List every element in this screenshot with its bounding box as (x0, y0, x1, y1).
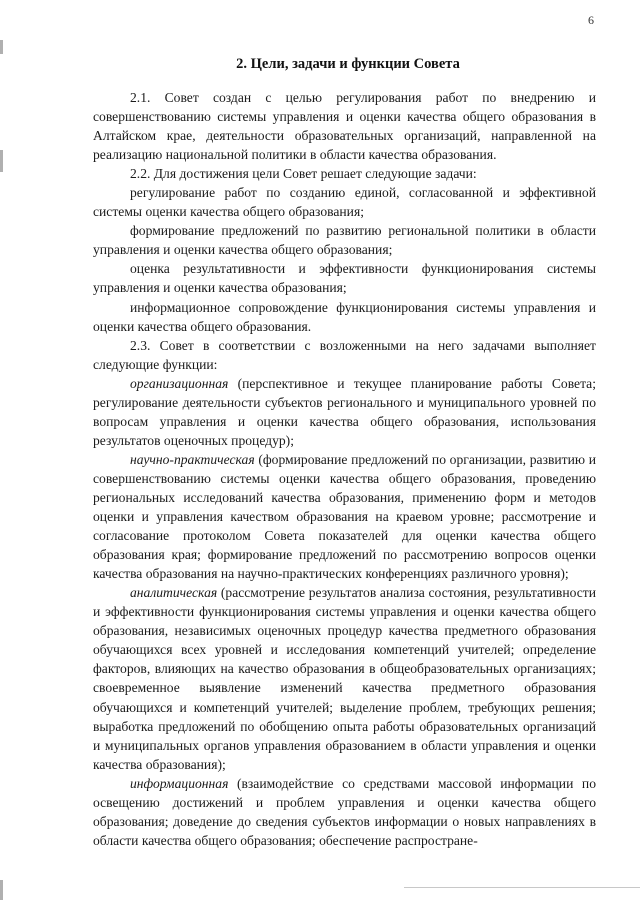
function-item (93, 450, 596, 583)
scan-edge-mark (0, 880, 3, 900)
paragraph-2-3: 2.3. Совет в соответствии с возложенными на него задачами выполняет следующие функции: (93, 337, 596, 372)
task-item: информационное сопровождение функционирования системы управления и оценки качества общего образования. (93, 299, 596, 334)
function-item (93, 374, 596, 450)
scan-edge-mark (0, 40, 3, 54)
section-title: 2. Цели, задачи и функции Совета (236, 56, 460, 72)
scan-edge-mark (0, 150, 3, 172)
paragraph-2-1: 2.1. Совет создан с целью регулирования работ по внедрению и совершенствованию системы управления и оценки качества общего образования в Алтайском крае, деятельности образовательных организаций, направленной на реализацию национальной политики в области качества образования. (93, 90, 596, 163)
function-text: (перспективное и текущее планирование работы Совета; регулирование деятельности субъектов регионального и муниципального уровней по вопросам управления и оценки качества общего образования, использования результатов оценочных процедур); (93, 375, 596, 448)
function-item (93, 774, 596, 850)
paragraph-2-2: 2.2. Для достижения цели Совет решает следующие задачи: (130, 166, 477, 182)
task-item: оценка результативности и эффективности функционирования системы управления и оценки качества образования; (93, 261, 596, 296)
task-item: формирование предложений по развитию региональной политики в области управления и оценки качества общего образования; (93, 223, 596, 258)
function-text: (рассмотрение результатов анализа состояния, результативности и эффективности функционирования системы управления и оценки качества общего образования, независимых оценочных процедур качества предметного образования обучающихся всех уровней и исследования компетенций учителей; определение факторов, влияющих на качество образования в общеобразовательных организациях; своевременное выявление изменений качества предметного образования обучающихся и компетенций учителей; выделение проблем, требующих решения; выработка предложений по обобщению опыта работы образовательных организаций и муниципальных органов управления образованием в области управления и оценки качества образования); (93, 585, 596, 772)
function-term: научно-практическая (130, 451, 255, 467)
scan-bottom-line (404, 887, 640, 888)
function-item (93, 583, 596, 773)
function-text: (формирование предложений по организации, развитию и совершенствованию системы оценки качества общего образования, проведению региональных исследований качества образования, применению форм и методов оценки и управления качеством образования на краевом уровне; рассмотрение и согласование протоколом Совета показателей для оценки качества общего образования края; формирование предложений по рассмотрению вопросов оценки качества образования на научно-практических конференциях различного уровня); (93, 451, 596, 582)
task-item: регулирование работ по созданию единой, согласованной и эффективной системы оценки качества общего образования; (93, 185, 596, 220)
function-term: аналитическая (130, 585, 218, 601)
document-body (93, 88, 596, 850)
function-term: организационная (130, 375, 229, 391)
page-number: 6 (588, 13, 594, 27)
function-text: (взаимодействие со средствами массовой информации по освещению достижений и проблем управления и оценки качества общего образования; доведение до сведения субъектов информации о новых направлениях в области качества общего образования; обеспечение распростране- (93, 775, 596, 848)
function-term: информационная (130, 775, 229, 791)
